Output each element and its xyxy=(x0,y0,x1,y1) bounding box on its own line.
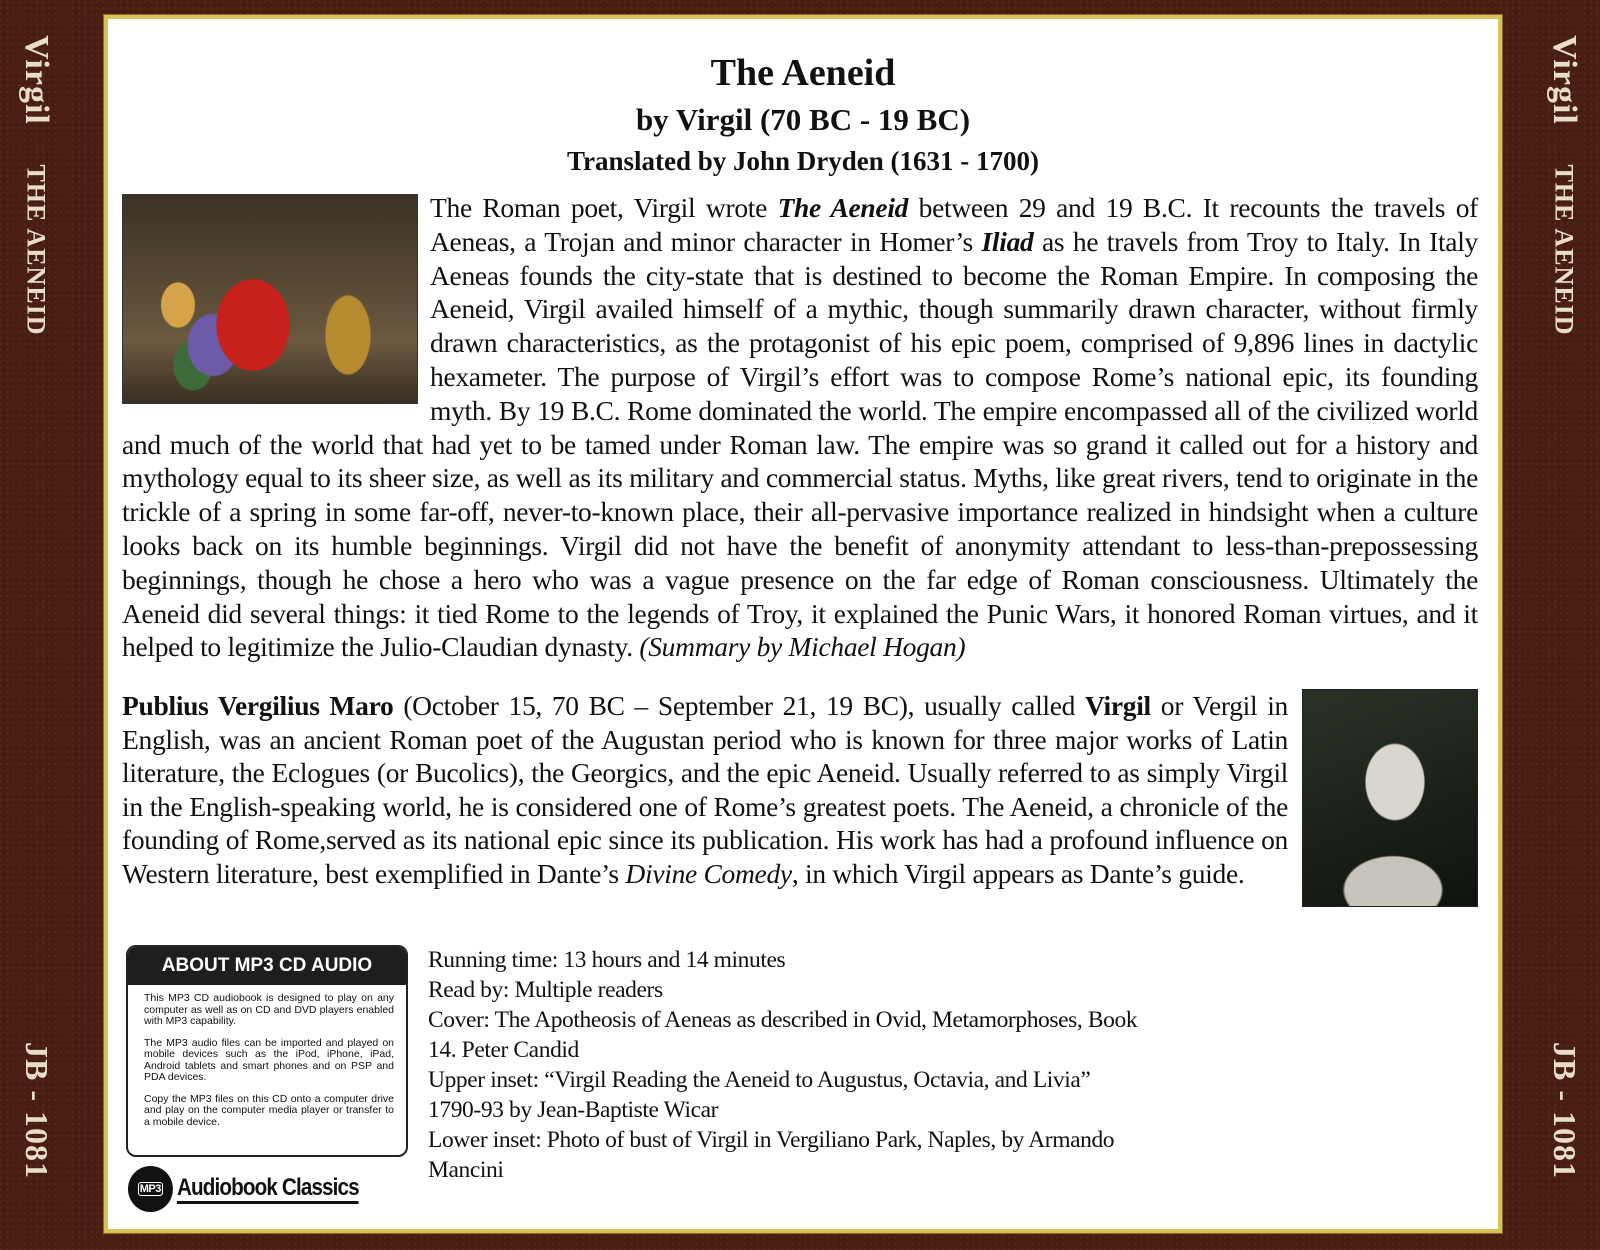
cover-credit-cont: 14. Peter Candid xyxy=(428,1037,579,1063)
book-summary: The Roman poet, Virgil wrote The Aeneid between 29 and 19 B.C. It recounts the travels of Aeneas, a Trojan and minor character in Homer’s Iliad as he travels from Troy to Italy. In Italy Aeneas founds the city-state that is destined to become the Roman Empire. In composing the Aeneid, Virgil availed himself of a mythic, though summarily drawn character, without firmly drawn characteristics, as the protagonist of his epic poem, comprised of 9,896 lines in dactylic hexameter. The purpose of Virgil’s effort was to compose Rome’s national epic, its founding myth. By 19 B.C. Rome dominated the world. The empire encompassed all of the civilized world and much of the world that had yet to be tamed under Roman law. The empire was so grand it called out for a history and mythology equal to its sheer size, as well as its military and commercial status. Myths, like great rivers, tend to originate in the trickle of a spring in some far-off, never-to-known place, their all-pervasive importance realized in hindsight when a culture looks back on its humble beginnings. Virgil did not have the benefit of anonymity attendant to less-than-prepossessing beginnings, though he chose a hero who was a vague presence on the far edge of Roman consciousness. Ultimately the Aeneid did several things: it tied Rome to the legends of Troy, it explained the Punic Wars, it honored Roman virtues, and it helped to legitimize the Julio-Claudian dynasty. (Summary by Michael Hogan) xyxy=(122,192,1479,663)
upper-inset-painting xyxy=(122,194,418,404)
cover-credit: Cover: The Apotheosis of Aeneas as described in Ovid, Metamorphoses, Book xyxy=(428,1007,1138,1033)
summary-iliad-italic: Iliad xyxy=(981,225,1034,257)
left-spine xyxy=(0,0,72,1250)
spine-title: THE AENEID xyxy=(1550,164,1580,336)
about-mp3-heading: ABOUT MP3 CD AUDIO xyxy=(128,947,406,985)
author-biography: Publius Vergilius Maro (October 15, 70 BC – September 21, 19 BC), usually called Virgil or Vergil in English, was an ancient Roman poet of the Augustan period who is known for three major works of Latin literature, the Eclogues (or Bucolics), the Georgics, and the epic Aeneid. Usually referred to as simply Virgil in the English-speaking world, he is considered one of Rome’s greatest poets. The Aeneid, a chronicle of the founding of Rome,served as its national epic since its publication. His work has had a profound influence on Western literature, best exemplified in Dante’s Divine Comedy, in which Virgil appears as Dante’s guide. xyxy=(122,689,1478,913)
spine-catalog-code: JB - 1081 xyxy=(1546,1041,1583,1179)
author-byline: by Virgil (70 BC - 19 BC) xyxy=(635,102,971,137)
bio-virgil-bold: Virgil xyxy=(1084,690,1151,721)
production-details xyxy=(428,945,1168,1185)
spine-catalog-code: JB - 1081 xyxy=(18,1041,55,1179)
header xyxy=(108,47,1498,181)
lower-inset-bust-photo xyxy=(1302,689,1478,907)
about-mp3-body: This MP3 CD audiobook is designed to play on any computer as well as on CD and DVD players enabled with MP3 capability. The MP3 audio files can be imported and played on mobile devices such as the iPod, iPhone, iPad, Android tablets and smart phones and on PSP and PDA devices. Copy the MP3 files on this CD onto a computer drive and play on the computer media player or transfer to a mobile device. xyxy=(144,992,394,1128)
running-time: Running time: 13 hours and 14 minutes xyxy=(428,947,786,973)
lower-inset-credit-cont: Mancini xyxy=(428,1157,504,1183)
publisher-logo xyxy=(128,1165,388,1213)
spine-title: THE AENEID xyxy=(22,164,52,336)
publisher-name: Audiobook Classics xyxy=(177,1175,359,1204)
spine-author: Virgil xyxy=(1546,35,1584,125)
book-title: The Aeneid xyxy=(710,52,896,94)
spine-author: Virgil xyxy=(18,35,56,125)
summary-title-italic: The Aeneid xyxy=(777,192,909,223)
lower-inset-credit: Lower inset: Photo of bust of Virgil in Vergiliano Park, Naples, by Armando xyxy=(428,1127,1115,1153)
bio-full-name: Publius Vergilius Maro xyxy=(122,690,394,721)
read-by: Read by: Multiple readers xyxy=(428,977,663,1003)
about-mp3-box xyxy=(126,945,408,1157)
translator-line: Translated by John Dryden (1631 - 1700) xyxy=(566,146,1040,176)
bio-divine-comedy-italic: Divine Comedy xyxy=(625,857,792,889)
back-cover-panel xyxy=(104,15,1502,1233)
right-spine xyxy=(1528,0,1600,1250)
cd-disc-icon: MP3 xyxy=(128,1166,173,1212)
upper-inset-credit-cont: 1790-93 by Jean-Baptiste Wicar xyxy=(428,1097,719,1123)
summary-credit: (Summary by Michael Hogan) xyxy=(639,631,966,663)
upper-inset-credit: Upper inset: “Virgil Reading the Aeneid to Augustus, Octavia, and Livia” xyxy=(428,1067,1091,1093)
